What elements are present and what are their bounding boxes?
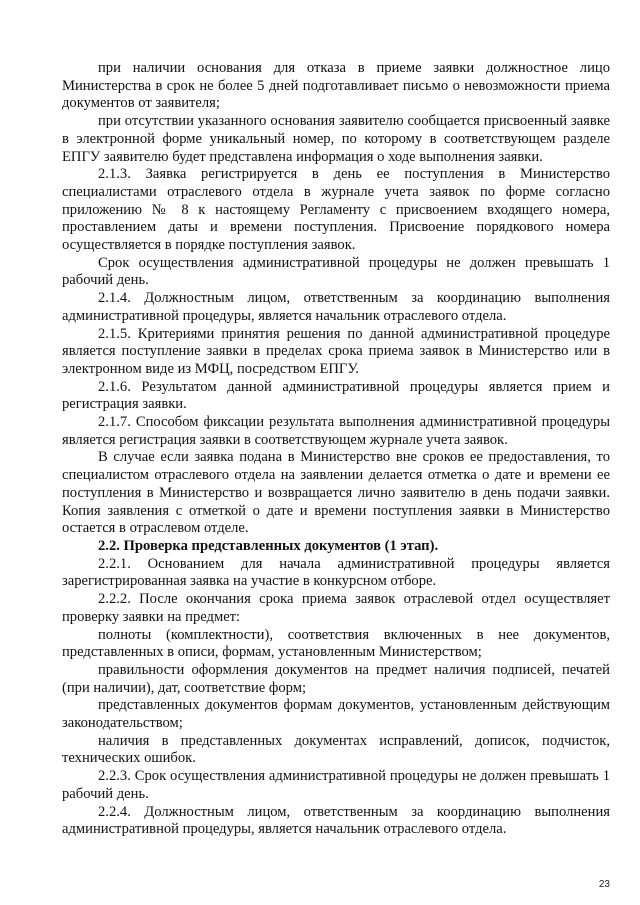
paragraph-term-2-1-3: Срок осуществления административной процедуры не должен превышать 1 рабочий день. [62,254,610,289]
paragraph-2-1-4: 2.1.4. Должностным лицом, ответственным за координацию выполнения административной процедуры, является начальник отраслевого отдела. [62,290,610,324]
paragraph-2-1-7: 2.1.7. Способом фиксации результата выполнения административной процедуры является регистрация заявки в соответствующем журнале учета заявок. [62,414,610,448]
paragraph-2-2-4: 2.2.4. Должностным лицом, ответственным за координацию выполнения административной процедуры, является начальник отраслевого отдела. [62,803,610,838]
paragraph-2-1-6: 2.1.6. Результатом данной административной процедуры является прием и регистрация заявки. [62,378,610,413]
paragraph-late-submission: В случае если заявка подана в Министерство вне сроков ее предоставления, то специалистом отраслевого отдела на заявлении делается отметка о дате и времени ее поступления в Министерство и возвращается лично заявителю в день подачи заявки. Копия заявления с отметкой о дате и времени поступления заявки в Министерство остается в отраслевом отделе. [62,449,610,537]
paragraph-2-2-1: 2.2.1. Основанием для начала административной процедуры является зарегистрированная заявка на участие в конкурсном отборе. [62,555,610,590]
paragraph-2-2-2: 2.2.2. После окончания срока приема заявок отраслевой отдел осуществляет проверку заявки на предмет: [62,591,610,625]
paragraph-unique-number: при отсутствии указанного основания заявителю сообщается присвоенный заявке в электронной форме уникальный номер, по которому в соответствующем разделе ЕПГУ заявителю будет представлена информация о ходе выполнения заявки. [62,113,610,165]
document-body [62,60,610,839]
paragraph-2-1-3: 2.1.3. Заявка регистрируется в день ее поступления в Министерство специалистами отраслевого отдела в журнале учета заявок по форме согласно приложению № 8 к настоящему Регламенту с присвоением входящего номера, проставлением даты и времени поступления. Присвоение порядкового номера осуществляется в порядке поступления заявок. [62,166,610,254]
paragraph-2-1-5: 2.1.5. Критериями принятия решения по данной административной процедуре является поступление заявки в пределах срока приема заявок в Министерство или в электронном виде из МФЦ, посредством ЕПГУ. [62,325,610,377]
section-heading-2-2: 2.2. Проверка представленных документов (1 этап). [98,537,439,554]
paragraph-completeness: полноты (комплектности), соответствия включенных в нее документов, представленных в описи, формам, установленным Министерством; [62,626,610,661]
paragraph-corrections: наличия в представленных документах исправлений, дописок, подчисток, технических ошибок. [62,732,610,767]
paragraph-forms-compliance: представленных документов формам документов, установленным действующим законодательством; [62,697,610,732]
paragraph-refusal-letter: при наличии основания для отказа в приеме заявки должностное лицо Министерства в срок не более 5 дней подготавливает письмо о невозможности приема документов от заявителя; [62,60,610,112]
page-number: 23 [598,879,610,890]
paragraph-2-2-3: 2.2.3. Срок осуществления административной процедуры не должен превышать 1 рабочий день. [62,768,610,802]
paragraph-correctness: правильности оформления документов на предмет наличия подписей, печатей (при наличии), дат, соответствие форм; [62,661,610,696]
